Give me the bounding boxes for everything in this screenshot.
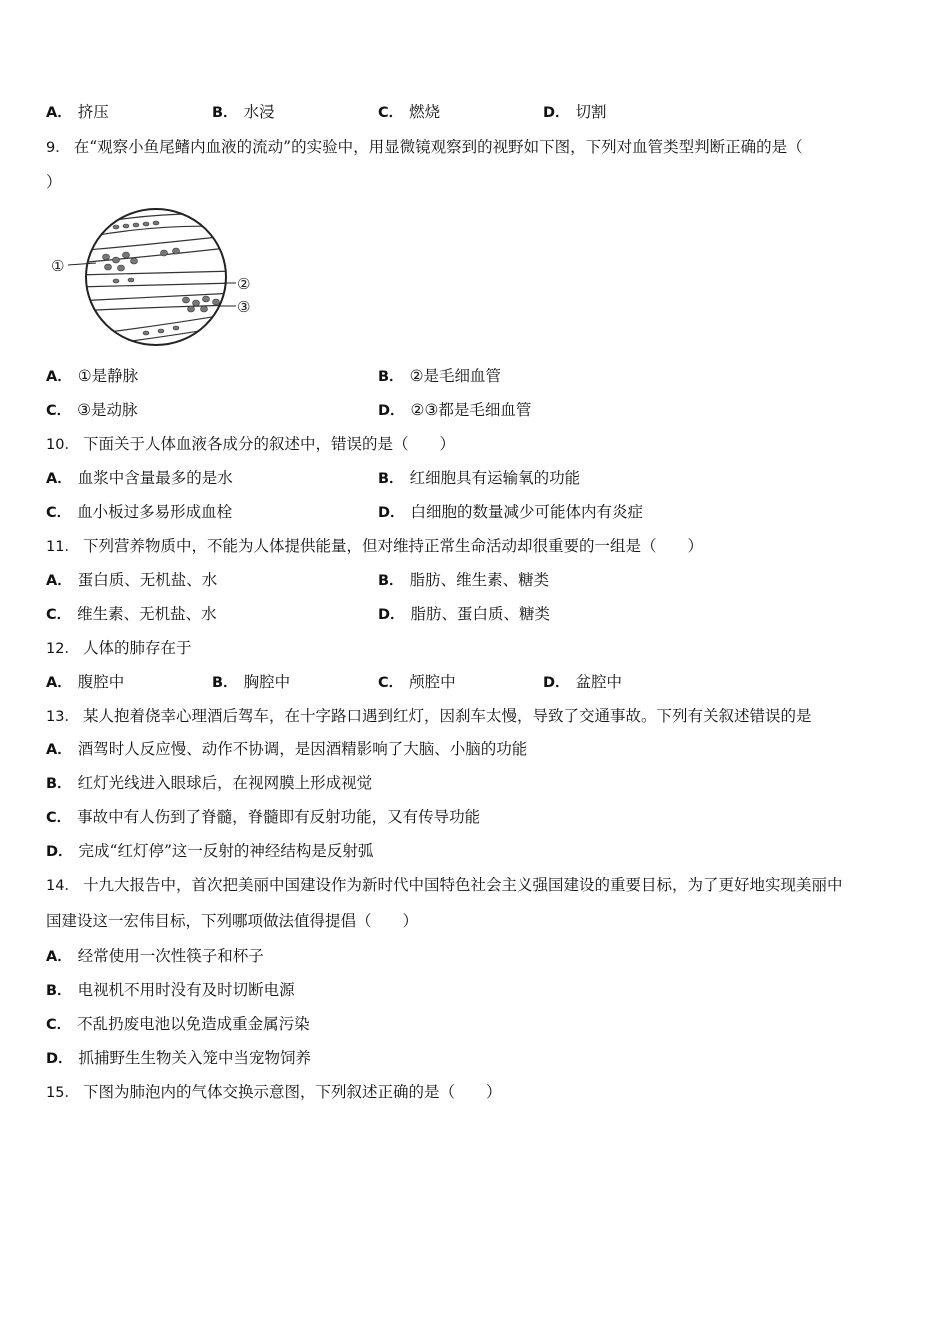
q12-option-c: C． 颅腔中 bbox=[378, 673, 456, 691]
q9-stem-cont: ） bbox=[46, 173, 62, 191]
q10-stem: 10． 下面关于人体血液各成分的叙述中，错误的是（ ） bbox=[46, 435, 455, 453]
q8-option-b: B． 水浸 bbox=[212, 103, 275, 121]
label-3: ③ bbox=[237, 298, 251, 316]
q9-option-a: A． ①是静脉 bbox=[46, 367, 139, 385]
q8-option-a: A． 挤压 bbox=[46, 103, 109, 121]
q14-stem: 14． 十九大报告中，首次把美丽中国建设作为新时代中国特色社会主义强国建设的重要目标，为了更好地实现美丽中 bbox=[46, 876, 843, 894]
q9-option-d: D． ②③都是毛细血管 bbox=[378, 401, 532, 419]
q10-option-a: A． 血浆中含量最多的是水 bbox=[46, 469, 233, 487]
q13-option-b: B． 红灯光线进入眼球后，在视网膜上形成视觉 bbox=[46, 774, 373, 792]
q10-option-b: B． 红细胞具有运输氧的功能 bbox=[378, 469, 581, 487]
q10-option-d: D． 白细胞的数量减少可能体内有炎症 bbox=[378, 503, 644, 521]
q11-option-a: A． 蛋白质、无机盐、水 bbox=[46, 571, 218, 589]
q14-option-a: A． 经常使用一次性筷子和杯子 bbox=[46, 947, 264, 965]
q9-stem: 9． 在“观察小鱼尾鳍内血液的流动”的实验中，用显微镜观察到的视野如下图，下列对血管类型判断正确的是（ bbox=[46, 138, 803, 156]
q12-stem: 12． 人体的肺存在于 bbox=[46, 639, 192, 657]
q14-stem-cont: 国建设这一宏伟目标，下列哪项做法值得提倡（ ） bbox=[46, 912, 419, 930]
q12-option-a: A． 腹腔中 bbox=[46, 673, 125, 691]
q9-option-b: B． ②是毛细血管 bbox=[378, 367, 501, 385]
q9-option-c: C． ③是动脉 bbox=[46, 401, 138, 419]
q13-option-c: C． 事故中有人伤到了脊髓，脊髓即有反射功能，又有传导功能 bbox=[46, 808, 481, 826]
q14-option-b: B． 电视机不用时没有及时切断电源 bbox=[46, 981, 295, 999]
q13-option-a: A． 酒驾时人反应慢、动作不协调，是因酒精影响了大脑、小脑的功能 bbox=[46, 740, 528, 758]
q12-option-b: B． 胸腔中 bbox=[212, 673, 291, 691]
q10-option-c: C． 血小板过多易形成血栓 bbox=[46, 503, 233, 521]
label-2: ② bbox=[237, 275, 251, 293]
q14-option-d: D． 抓捕野生生物关入笼中当宠物饲养 bbox=[46, 1049, 312, 1067]
q13-stem: 13． 某人抱着侥幸心理酒后驾车，在十字路口遇到红灯，因刹车太慢，导致了交通事故。下列有关叙述错误的是 bbox=[46, 707, 812, 725]
q15-stem: 15． 下图为肺泡内的气体交换示意图，下列叙述正确的是（ ） bbox=[46, 1083, 502, 1101]
q12-option-d: D． 盆腔中 bbox=[543, 673, 623, 691]
q11-option-b: B． 脂肪、维生素、糖类 bbox=[378, 571, 550, 589]
label-1: ① bbox=[51, 257, 65, 275]
q13-option-d: D． 完成“红灯停”这一反射的神经结构是反射弧 bbox=[46, 842, 374, 860]
fish-tail-microscope-figure bbox=[46, 205, 266, 355]
q8-option-c: C． 燃烧 bbox=[378, 103, 441, 121]
q11-stem: 11． 下列营养物质中，不能为人体提供能量，但对维持正常生命活动却很重要的一组是（ ） bbox=[46, 537, 703, 555]
q14-option-c: C． 不乱扔废电池以免造成重金属污染 bbox=[46, 1015, 310, 1033]
q8-option-d: D． 切割 bbox=[543, 103, 607, 121]
q11-option-d: D． 脂肪、蛋白质、糖类 bbox=[378, 605, 551, 623]
q11-option-c: C． 维生素、无机盐、水 bbox=[46, 605, 217, 623]
